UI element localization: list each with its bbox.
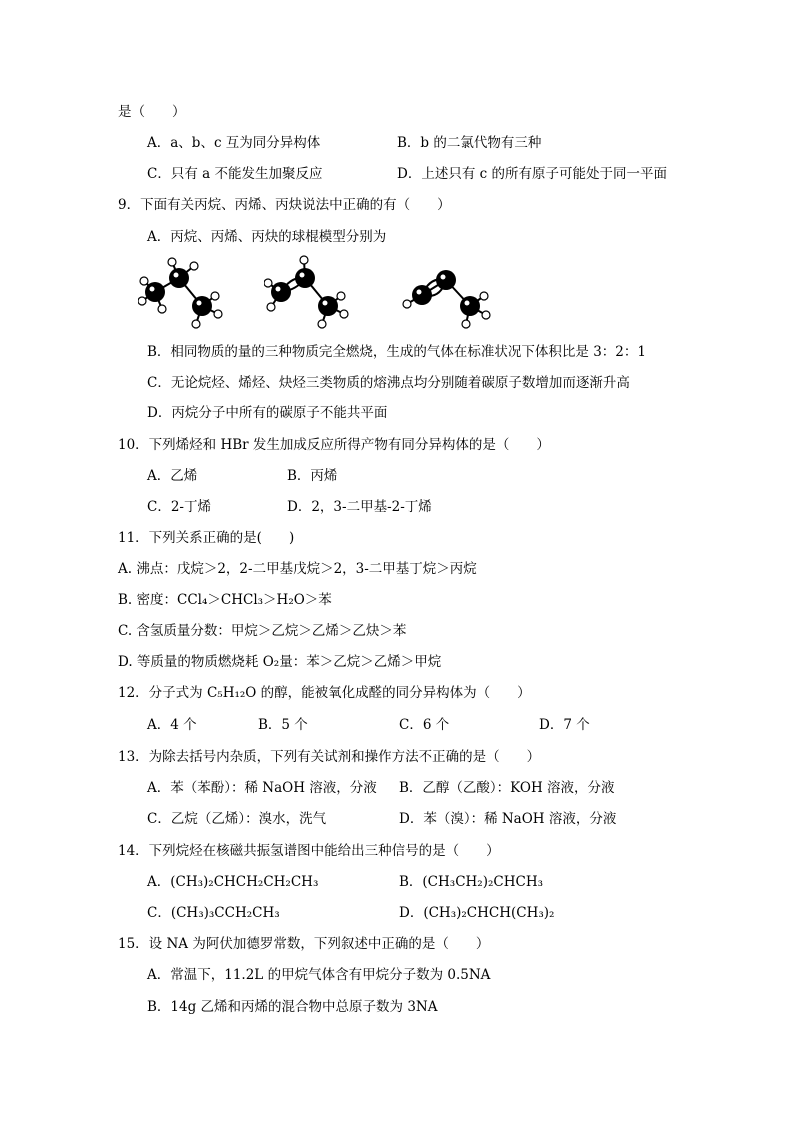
q12-option-c: C．6 个 — [399, 717, 450, 733]
q14-option-d: D．(CH₃)₂CHCH(CH₃)₂ — [399, 905, 555, 921]
q9-option-b: B．相同物质的量的三种物质完全燃烧，生成的气体在标准状况下体积比是 3：2：1 — [147, 344, 646, 360]
q8-stem-cont: 是（ ） — [118, 104, 186, 120]
q11-option-c: C. 含氢质量分数：甲烷＞乙烷＞乙烯＞乙炔＞苯 — [118, 623, 407, 639]
q8-option-b: B．b 的二氯代物有三种 — [397, 135, 542, 151]
q14-stem: 14．下列烷烃在核磁共振氢谱图中能给出三种信号的是（ ） — [118, 843, 500, 859]
q11-stem: 11．下列关系正确的是( ) — [118, 530, 295, 546]
propyne-ball-stick-model-icon — [400, 254, 492, 330]
q11-option-b: B. 密度：CCl₄＞CHCl₃＞H₂O＞苯 — [118, 592, 332, 608]
q9-option-c: C．无论烷烃、烯烃、炔烃三类物质的熔沸点均分别随着碳原子数增加而逐渐升高 — [147, 375, 630, 391]
q12-stem: 12．分子式为 C₅H₁₂O 的醇，能被氧化成醛的同分异构体为（ ） — [118, 685, 531, 701]
q8-option-d: D．上述只有 c 的所有原子可能处于同一平面 — [397, 166, 667, 182]
q14-option-c: C．(CH₃)₃CCH₂CH₃ — [147, 905, 280, 921]
q12-option-a: A．4 个 — [147, 717, 197, 733]
q13-option-a: A．苯（苯酚）：稀 NaOH 溶液，分液 — [147, 780, 377, 796]
propane-ball-stick-model-icon — [138, 254, 224, 330]
q13-option-b: B．乙醇（乙酸）：KOH 溶液，分液 — [399, 780, 615, 796]
q8-option-c: C．只有 a 不能发生加聚反应 — [147, 166, 323, 182]
q10-option-c: C．2-丁烯 — [147, 499, 211, 515]
q14-option-a: A．(CH₃)₂CHCH₂CH₂CH₃ — [147, 874, 319, 890]
q12-option-b: B．5 个 — [258, 717, 308, 733]
q10-option-d: D．2，3-二甲基-2-丁烯 — [287, 499, 432, 515]
q13-option-d: D．苯（溴）：稀 NaOH 溶液，分液 — [399, 811, 617, 827]
q15-option-a: A．常温下，11.2L 的甲烷气体含有甲烷分子数为 0.5NA — [147, 967, 491, 983]
q11-option-a: A. 沸点：戊烷＞2，2-二甲基戊烷＞2，3-二甲基丁烷＞丙烷 — [118, 561, 477, 577]
q15-stem: 15．设 NA 为阿伏加德罗常数，下列叙述中正确的是（ ） — [118, 936, 490, 952]
q8-option-a: A．a、b、c 互为同分异构体 — [147, 135, 321, 151]
q13-option-c: C．乙烷（乙烯）：溴水，洗气 — [147, 811, 327, 827]
q10-option-a: A．乙烯 — [147, 468, 198, 484]
propene-ball-stick-model-icon — [264, 254, 350, 330]
q9-stem: 9．下面有关丙烷、丙烯、丙炔说法中正确的有（ ） — [118, 197, 451, 213]
q10-stem: 10．下列烯烃和 HBr 发生加成反应所得产物有同分异构体的是（ ） — [118, 437, 550, 453]
q9-option-a: A．丙烷、丙烯、丙炔的球棍模型分别为 — [147, 229, 387, 245]
q9-option-d: D．丙烷分子中所有的碳原子不能共平面 — [147, 405, 388, 421]
q10-option-b: B．丙烯 — [287, 468, 338, 484]
q12-option-d: D．7 个 — [539, 717, 590, 733]
q15-option-b: B．14g 乙烯和丙烯的混合物中总原子数为 3NA — [147, 999, 438, 1015]
q11-option-d: D. 等质量的物质燃烧耗 O₂量：苯＞乙烷＞乙烯＞甲烷 — [118, 654, 442, 670]
q14-option-b: B．(CH₃CH₂)₂CHCH₃ — [399, 874, 544, 890]
q13-stem: 13．为除去括号内杂质，下列有关试剂和操作方法不正确的是（ ） — [118, 749, 541, 765]
